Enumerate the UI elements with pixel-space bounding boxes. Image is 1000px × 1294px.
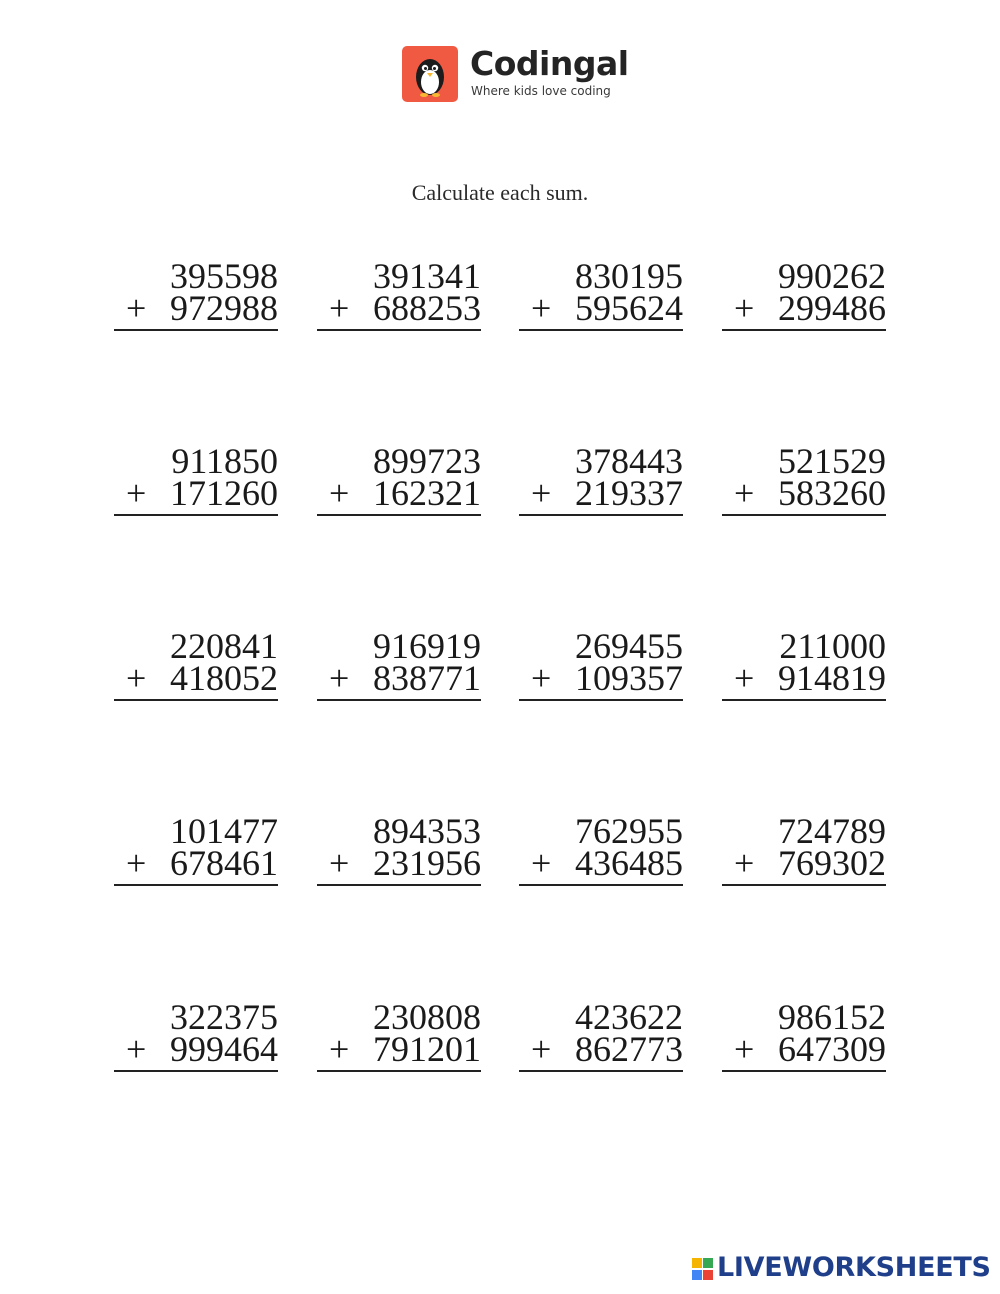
second-addend: 171260	[170, 473, 278, 513]
addition-problem	[114, 441, 278, 519]
addition-problem	[519, 626, 683, 704]
addition-problem	[722, 626, 886, 704]
brand-name: Codingal	[470, 44, 629, 83]
sum-line	[722, 329, 886, 331]
first-addend: 990262	[778, 256, 886, 296]
addition-problem	[722, 997, 886, 1075]
liveworksheets-blocks-icon	[692, 1258, 714, 1282]
second-addend: 595624	[575, 288, 683, 328]
sum-line	[317, 514, 481, 516]
plus-sign: +	[734, 473, 755, 513]
plus-sign: +	[531, 843, 552, 883]
second-addend: 678461	[170, 843, 278, 883]
second-addend: 914819	[778, 658, 886, 698]
second-addend: 219337	[575, 473, 683, 513]
addition-problem	[114, 626, 278, 704]
addition-problem	[114, 256, 278, 334]
sum-line	[114, 1070, 278, 1072]
plus-sign: +	[531, 1029, 552, 1069]
second-addend: 769302	[778, 843, 886, 883]
sum-line	[317, 1070, 481, 1072]
sum-line	[722, 699, 886, 701]
sum-line	[317, 699, 481, 701]
plus-sign: +	[734, 1029, 755, 1069]
addition-problem	[317, 626, 481, 704]
addition-problem	[519, 997, 683, 1075]
sum-line	[722, 884, 886, 886]
addition-problem	[317, 441, 481, 519]
addition-problem	[722, 441, 886, 519]
first-addend: 830195	[575, 256, 683, 296]
plus-sign: +	[531, 658, 552, 698]
addition-problem	[722, 256, 886, 334]
second-addend: 436485	[575, 843, 683, 883]
first-addend: 269455	[575, 626, 683, 666]
first-addend: 378443	[575, 441, 683, 481]
addition-problem	[722, 811, 886, 889]
first-addend: 395598	[170, 256, 278, 296]
second-addend: 862773	[575, 1029, 683, 1069]
second-addend: 838771	[373, 658, 481, 698]
plus-sign: +	[329, 288, 350, 328]
plus-sign: +	[734, 288, 755, 328]
first-addend: 211000	[779, 626, 886, 666]
first-addend: 916919	[373, 626, 481, 666]
first-addend: 391341	[373, 256, 481, 296]
second-addend: 162321	[373, 473, 481, 513]
codingal-logo	[402, 46, 642, 106]
sum-line	[114, 514, 278, 516]
sum-line	[519, 884, 683, 886]
first-addend: 220841	[170, 626, 278, 666]
plus-sign: +	[126, 658, 147, 698]
second-addend: 647309	[778, 1029, 886, 1069]
plus-sign: +	[329, 1029, 350, 1069]
sum-line	[519, 699, 683, 701]
plus-sign: +	[329, 473, 350, 513]
addition-problem	[317, 811, 481, 889]
addition-problem	[114, 997, 278, 1075]
plus-sign: +	[734, 658, 755, 698]
addition-problem	[317, 997, 481, 1075]
addition-problem	[519, 256, 683, 334]
instruction-text: Calculate each sum.	[411, 180, 589, 205]
first-addend: 521529	[778, 441, 886, 481]
first-addend: 230808	[373, 997, 481, 1037]
sum-line	[722, 514, 886, 516]
second-addend: 418052	[170, 658, 278, 698]
second-addend: 231956	[373, 843, 481, 883]
sum-line	[519, 1070, 683, 1072]
brand-tagline: Where kids love coding	[471, 84, 611, 98]
first-addend: 322375	[170, 997, 278, 1037]
sum-line	[722, 1070, 886, 1072]
first-addend: 724789	[778, 811, 886, 851]
addition-problem	[519, 441, 683, 519]
second-addend: 999464	[170, 1029, 278, 1069]
second-addend: 583260	[778, 473, 886, 513]
first-addend: 762955	[575, 811, 683, 851]
liveworksheets-wordmark: LIVEWORKSHEETS	[717, 1252, 991, 1283]
second-addend: 791201	[373, 1029, 481, 1069]
second-addend: 688253	[373, 288, 481, 328]
sum-line	[114, 884, 278, 886]
first-addend: 101477	[170, 811, 278, 851]
plus-sign: +	[531, 473, 552, 513]
plus-sign: +	[126, 288, 147, 328]
first-addend: 894353	[373, 811, 481, 851]
first-addend: 986152	[778, 997, 886, 1037]
addition-problem	[519, 811, 683, 889]
first-addend: 911850	[171, 441, 278, 481]
plus-sign: +	[329, 658, 350, 698]
penguin-icon	[402, 46, 458, 102]
addition-problem	[317, 256, 481, 334]
sum-line	[317, 884, 481, 886]
sum-line	[114, 699, 278, 701]
plus-sign: +	[734, 843, 755, 883]
sum-line	[317, 329, 481, 331]
plus-sign: +	[126, 1029, 147, 1069]
plus-sign: +	[126, 843, 147, 883]
sum-line	[519, 514, 683, 516]
second-addend: 109357	[575, 658, 683, 698]
sum-line	[114, 329, 278, 331]
second-addend: 972988	[170, 288, 278, 328]
sum-line	[519, 329, 683, 331]
plus-sign: +	[126, 473, 147, 513]
first-addend: 423622	[575, 997, 683, 1037]
first-addend: 899723	[373, 441, 481, 481]
plus-sign: +	[531, 288, 552, 328]
second-addend: 299486	[778, 288, 886, 328]
addition-problem	[114, 811, 278, 889]
plus-sign: +	[329, 843, 350, 883]
liveworksheets-logo[interactable]	[692, 1252, 992, 1286]
